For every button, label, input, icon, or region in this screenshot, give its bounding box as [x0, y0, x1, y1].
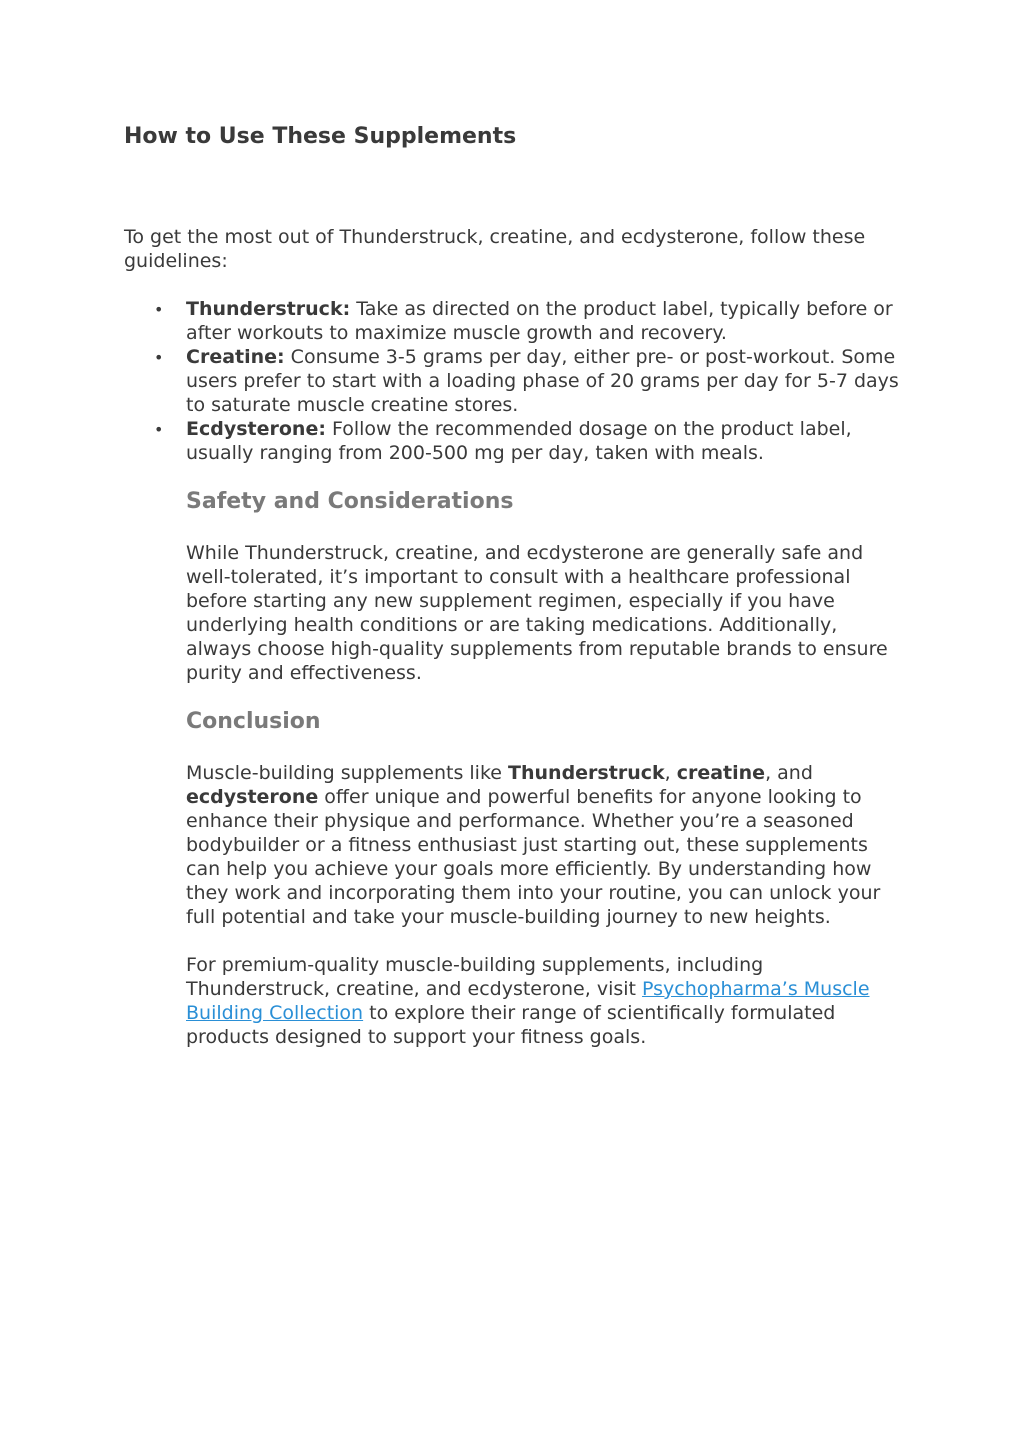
- conclusion-lead: Muscle-building supplements like: [186, 762, 509, 784]
- list-item: [124, 345, 904, 417]
- conclusion-heading: Conclusion: [186, 709, 321, 734]
- guideline-text: Follow the recommended dosage on the product label, usually ranging from 200-500 mg per day, taken with meals.: [186, 418, 852, 464]
- guideline-name: Thunderstruck:: [186, 298, 351, 320]
- bullet-icon: •: [154, 420, 164, 439]
- safety-section: [186, 487, 906, 685]
- bullet-icon: •: [154, 300, 164, 319]
- bullet-icon: •: [154, 348, 164, 367]
- page-title: How to Use These Supplements: [124, 124, 517, 149]
- cta-lead: For premium-quality muscle-building supplements, including Thunderstruck, creatine, and ecdysterone, visit: [186, 954, 764, 1000]
- list-item: [124, 297, 904, 345]
- conclusion-section: [186, 707, 906, 1049]
- safety-paragraph: While Thunderstruck, creatine, and ecdysterone are generally safe and well-tolerated, it’s important to consult with a healthcare professional before starting any new supplement regimen, especially if you have underlying health conditions or are taking medications. Additionally, always choose high-quality supplements from reputable brands to ensure purity and effectiveness.: [186, 542, 888, 684]
- conclusion-paragraph: [186, 761, 906, 929]
- guideline-name: Creatine:: [186, 346, 285, 368]
- creatine-bold: creatine: [676, 762, 766, 784]
- conclusion-separator: ,: [664, 762, 677, 784]
- cta-paragraph: [186, 953, 906, 1049]
- guideline-text: Consume 3-5 grams per day, either pre- or post-workout. Some users prefer to start with a loading phase of 20 grams per day for 5-7 days to saturate muscle creatine stores.: [186, 346, 899, 416]
- conclusion-rest: offer unique and powerful benefits for anyone looking to enhance their physique and performance. Whether you’re a seasoned bodybuilder or a fitness enthusiast just starting out, these supplements can help you achieve your goals more efficiently. By understanding how they work and incorporating them into your routine, you can unlock your full potential and take your muscle-building journey to new heights.: [186, 786, 881, 928]
- guideline-text: Take as directed on the product label, typically before or after workouts to maximize muscle growth and recovery.: [186, 298, 893, 344]
- cta-rest: to explore their range of scientifically formulated products designed to support your fitness goals.: [186, 1002, 836, 1048]
- list-item: [124, 417, 904, 465]
- ecdysterone-bold: ecdysterone: [186, 786, 319, 808]
- guideline-name: Ecdysterone:: [186, 418, 326, 440]
- safety-heading: Safety and Considerations: [186, 489, 514, 514]
- intro-paragraph: To get the most out of Thunderstruck, creatine, and ecdysterone, follow these guidelines:: [124, 226, 866, 272]
- thunderstruck-bold: Thunderstruck: [508, 762, 665, 784]
- guidelines-list: [124, 297, 904, 465]
- conclusion-separator: , and: [765, 762, 813, 784]
- collection-link[interactable]: Psychopharma’s Muscle Building Collection: [186, 978, 870, 1024]
